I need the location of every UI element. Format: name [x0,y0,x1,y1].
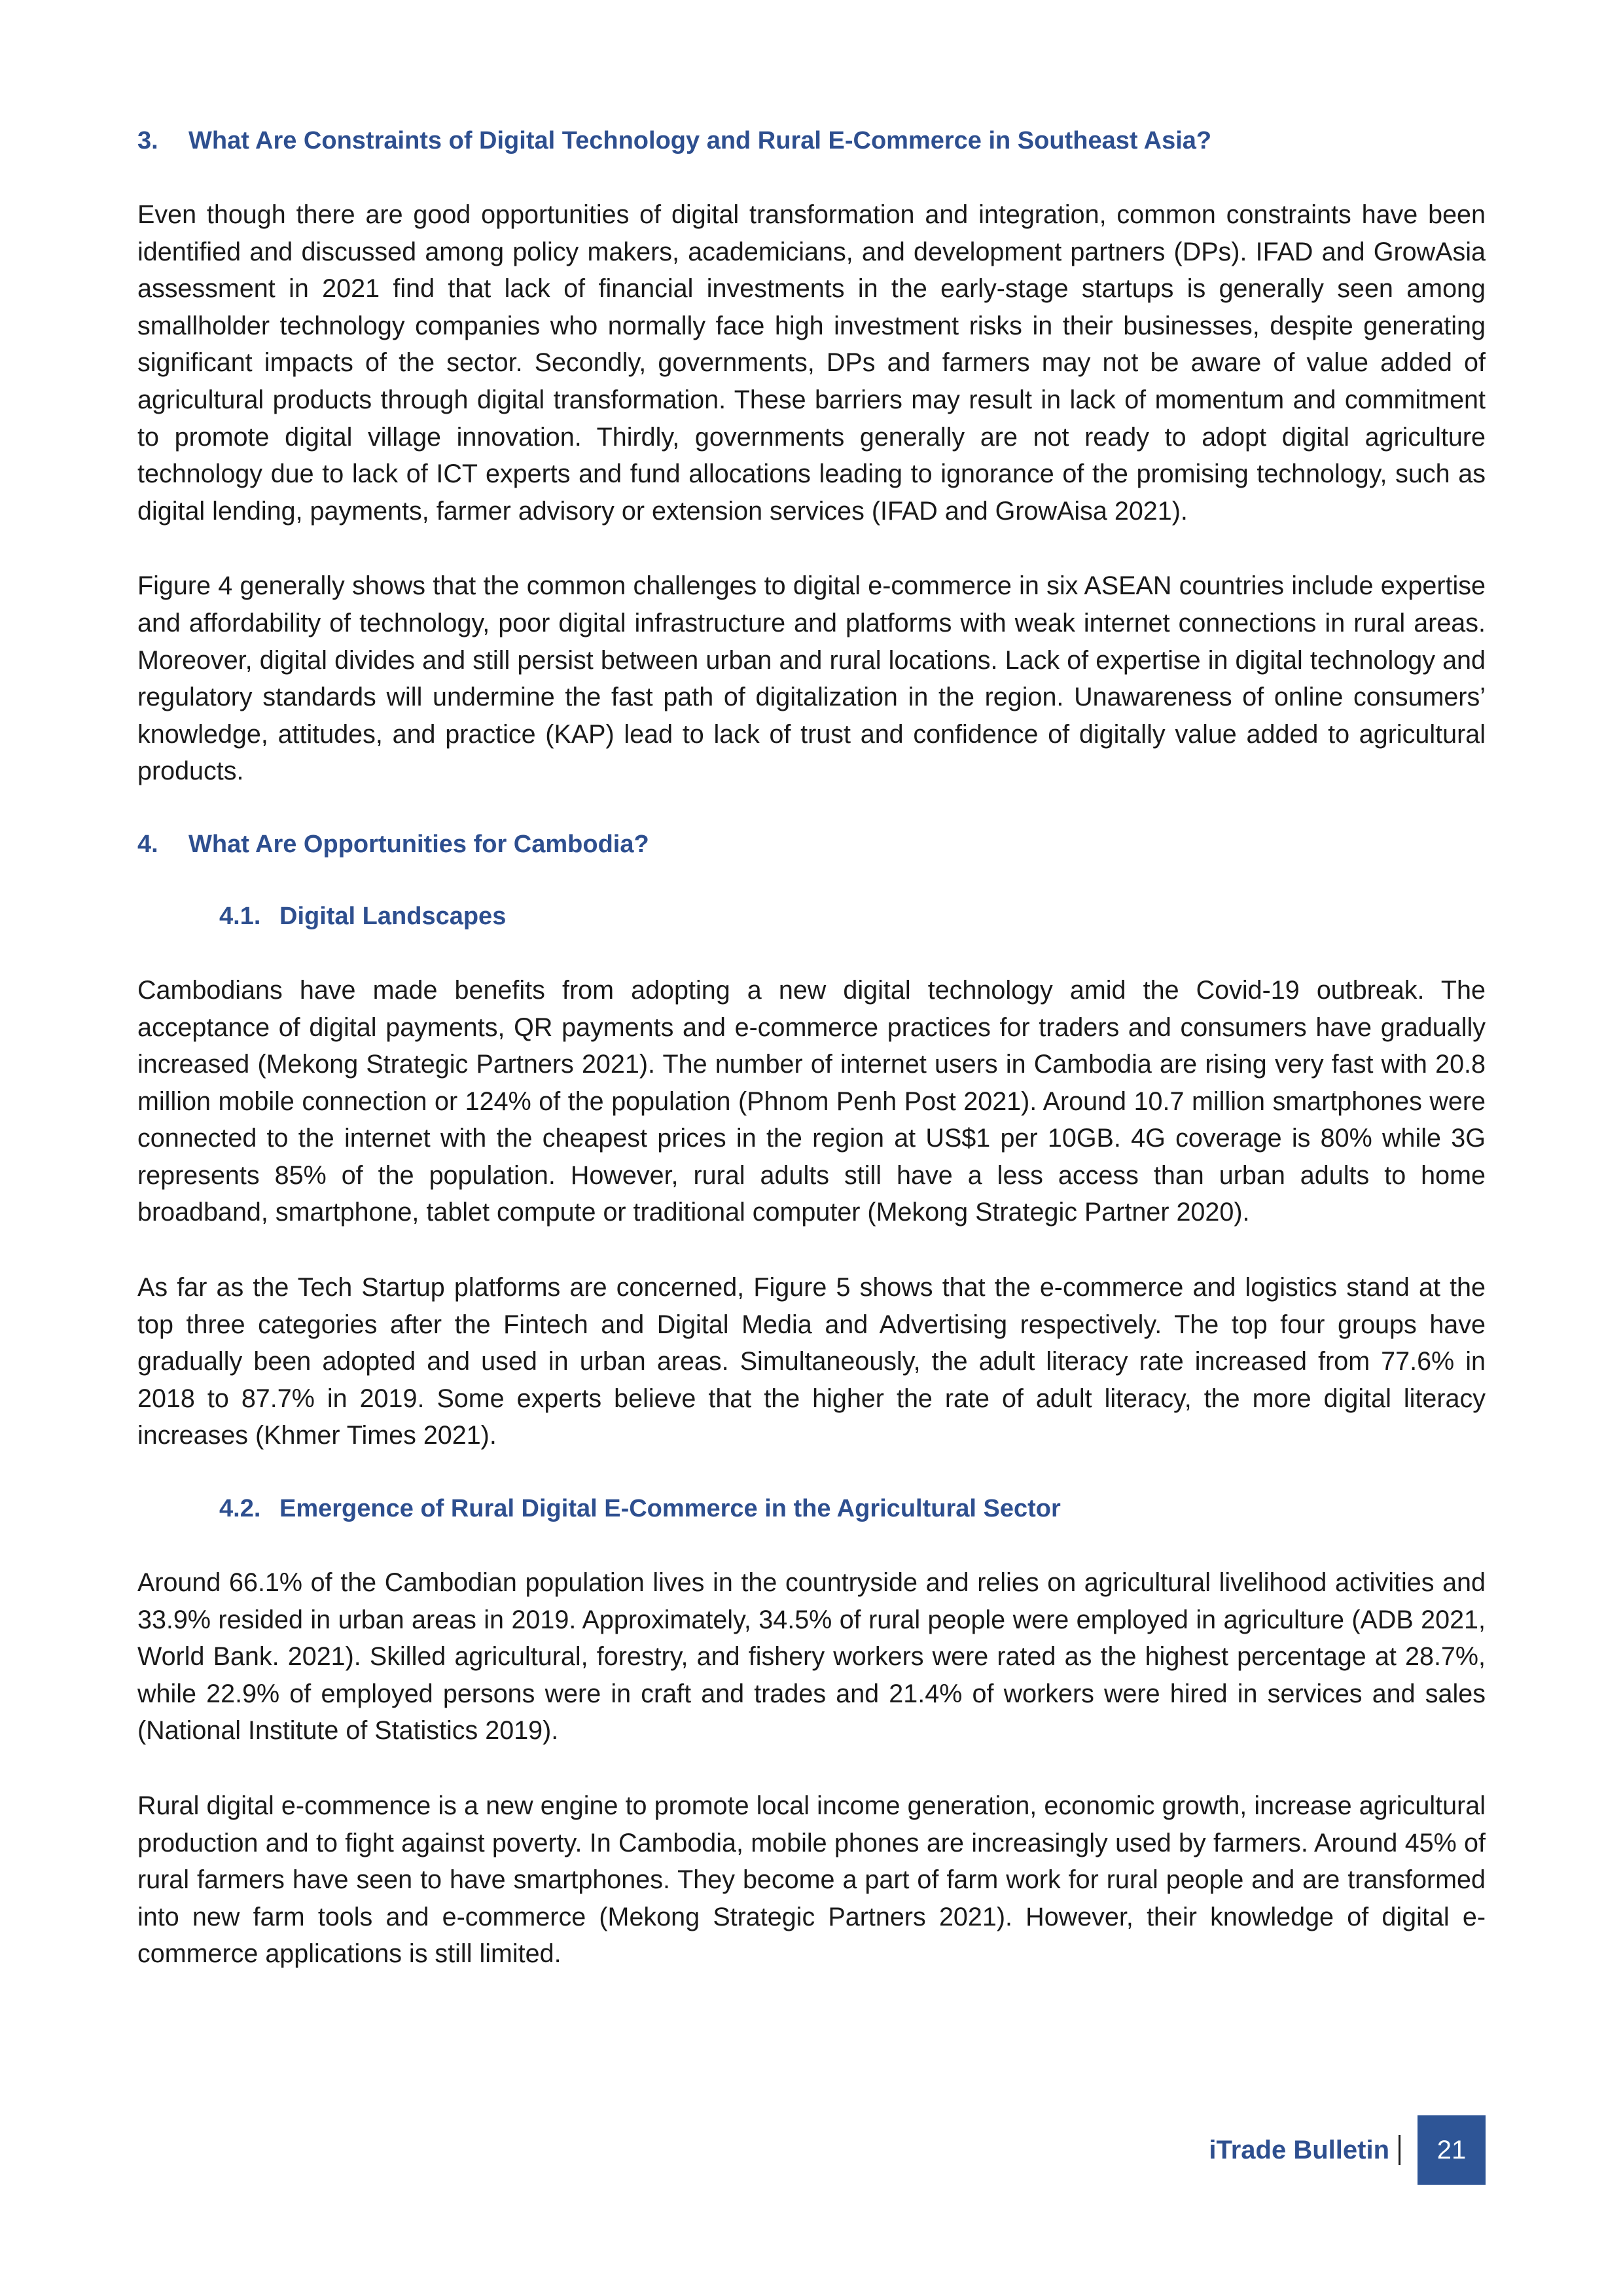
section-heading-3 [137,124,1486,157]
paragraph: Rural digital e-commence is a new engine to promote local income generation, economic growth, increase agricultural production and to fight against poverty. In Cambodia, mobile phones are increasingly used by farmers. Around 45% of rural farmers have seen to have smartphones. They become a part of farm work for rural people and are transformed into new farm tools and e-commerce (Mekong Strategic Partners 2021). However, their knowledge of digital e-commerce applications is still limited. [137,1791,1486,1969]
paragraph: Even though there are good opportunities of digital transformation and integration, common constraints have been identified and discussed among policy makers, academicians, and development partners (DPs). IFAD and GrowAsia assessment in 2021 find that lack of financial investments in the early-stage startups is generally seen among smallholder technology companies who normally face high investment risks in their businesses, despite generating significant impacts of the sector. Secondly, governments, DPs and farmers may not be aware of value added of agricultural products through digital transformation. These barriers may result in lack of momentum and commitment to promote digital village innovation. Thirdly, governments generally are not ready to adopt digital agriculture technology due to lack of ICT experts and fund allocations leading to ignorance of the promising technology, such as digital lending, payments, farmer advisory or extension services (IFAD and GrowAisa 2021). [137,200,1486,526]
subsection-heading-4-1 [137,900,1486,933]
page-footer [1209,2115,1486,2185]
subsection-title: Emergence of Rural Digital E-Commerce in the Agricultural Sector [279,1495,1061,1523]
paragraph: Figure 4 generally shows that the common challenges to digital e-commerce in six ASEAN countries include expertise and affordability of technology, poor digital infrastructure and platforms with weak internet connections in rural areas. Moreover, digital divides and still persist between urban and rural locations. Lack of expertise in digital technology and regulatory standards will undermine the fast path of digitalization in the region. Unawareness of online consumers’ knowledge, attitudes, and practice (KAP) lead to lack of trust and confidence of digitally value added to agricultural products. [137,571,1486,786]
subsection-title: Digital Landscapes [279,902,507,930]
footer-divider [1399,2135,1400,2165]
publication-name: iTrade Bulletin [1209,2135,1389,2164]
section-heading-4 [137,828,1486,861]
subsection-number: 4.2. [219,1495,261,1523]
paragraph: Cambodians have made benefits from adopting a new digital technology amid the Covid-19 outbreak. The acceptance of digital payments, QR payments and e-commerce practices for traders and consumers have gradually increased (Mekong Strategic Partners 2021). The number of internet users in Cambodia are rising very fast with 20.8 million mobile connection or 124% of the population (Phnom Penh Post 2021). Around 10.7 million smartphones were connected to the internet with the cheapest prices in the region at US$1 per 10GB. 4G coverage is 80% while 3G represents 85% of the population. However, rural adults still have a less access than urban adults to home broadband, smartphone, tablet compute or traditional computer (Mekong Strategic Partner 2020). [137,975,1486,1227]
subsection-number: 4.1. [219,902,261,930]
section-number: 4. [137,830,158,858]
paragraph: Around 66.1% of the Cambodian population lives in the countryside and relies on agricultural livelihood activities and 33.9% resided in urban areas in 2019. Approximately, 34.5% of rural people were employed in agriculture (ADB 2021, World Bank. 2021). Skilled agricultural, forestry, and fishery workers were rated as the highest percentage at 28.7%, while 22.9% of employed persons were in craft and trades and 21.4% of workers were hired in services and sales (National Institute of Statistics 2019). [137,1568,1486,1746]
page-content [137,124,1486,1973]
subsection-heading-4-2 [137,1492,1486,1525]
section-number: 3. [137,127,158,154]
page-number: 21 [1418,2115,1486,2185]
paragraph: As far as the Tech Startup platforms are concerned, Figure 5 shows that the e-commerce and logistics stand at the top three categories after the Fintech and Digital Media and Advertising respectively. The top four groups have gradually been adopted and used in urban areas. Simultaneously, the adult literacy rate increased from 77.6% in 2018 to 87.7% in 2019. Some experts believe that the higher the rate of adult literacy, the more digital literacy increases (Khmer Times 2021). [137,1273,1486,1450]
section-title: What Are Opportunities for Cambodia? [188,830,649,858]
section-title: What Are Constraints of Digital Technology and Rural E-Commerce in Southeast Asia? [188,127,1212,154]
